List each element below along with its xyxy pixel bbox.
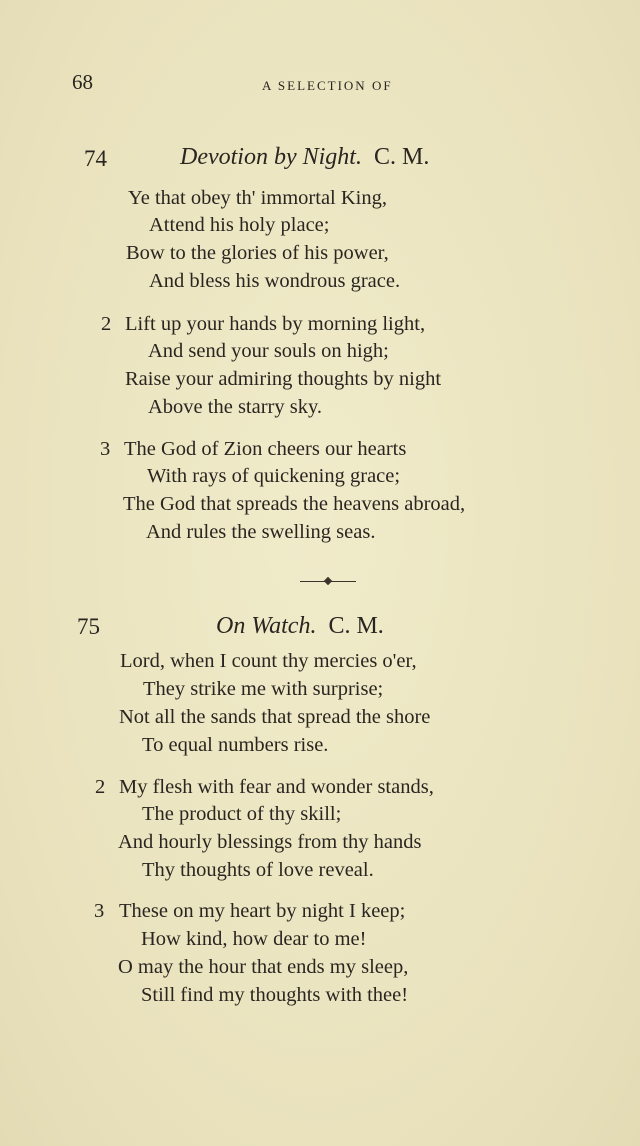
page-number: 68 <box>72 70 93 94</box>
verse-line: My flesh with fear and wonder stands, <box>119 776 434 798</box>
hymn-number: 74 <box>84 146 107 171</box>
verse-line: The God that spreads the heavens abroad, <box>123 493 466 515</box>
hymn-meter: C. M. <box>328 613 384 639</box>
hymn-title-text: On Watch. <box>216 613 317 639</box>
verse-number: 3 <box>94 900 105 922</box>
verse-line: With rays of quickening grace; <box>147 465 401 487</box>
verse-line: Bow to the glories of his power, <box>126 242 389 264</box>
hymn-title-text: Devotion by Night. <box>180 144 362 170</box>
verse-line: Not all the sands that spread the shore <box>119 706 431 728</box>
verse-line: They strike me with surprise; <box>143 678 384 700</box>
verse-line: And send your souls on high; <box>148 340 389 362</box>
hymn-number: 75 <box>77 614 100 639</box>
running-head <box>72 70 572 94</box>
verse-line: Raise your admiring thoughts by night <box>125 368 442 390</box>
verse-line: And hourly blessings from thy hands <box>118 831 422 853</box>
verse-number: 2 <box>101 313 112 335</box>
verse-line: Thy thoughts of love reveal. <box>142 859 374 881</box>
verse-number: 2 <box>95 776 106 798</box>
verse-line: O may the hour that ends my sleep, <box>118 956 409 978</box>
verse-line: How kind, how dear to me! <box>141 928 367 950</box>
verse-line: Ye that obey th' immortal King, <box>128 187 387 209</box>
verse-line: And rules the swelling seas. <box>146 521 376 543</box>
hymn-meter: C. M. <box>373 144 430 170</box>
verse-line: The God of Zion cheers our hearts <box>124 438 407 460</box>
hymn-title <box>216 613 384 640</box>
verse-line: Lord, when I count thy mercies o'er, <box>120 650 417 672</box>
verse-line: And bless his wondrous grace. <box>149 270 401 292</box>
verse-line: Still find my thoughts with thee! <box>141 984 409 1006</box>
hymn-title <box>180 144 429 171</box>
verse-line: To equal numbers rise. <box>142 734 329 756</box>
verse-line: Lift up your hands by morning light, <box>125 313 426 335</box>
verse-number: 3 <box>100 438 111 460</box>
running-title: A SELECTION OF <box>262 78 393 93</box>
verse-line: These on my heart by night I keep; <box>119 900 406 922</box>
verse-line: Attend his holy place; <box>149 214 330 236</box>
verse-line: Above the starry sky. <box>148 396 323 418</box>
section-ornament <box>300 578 356 586</box>
verse-line: The product of thy skill; <box>142 803 342 825</box>
ornament-diamond <box>324 577 332 585</box>
